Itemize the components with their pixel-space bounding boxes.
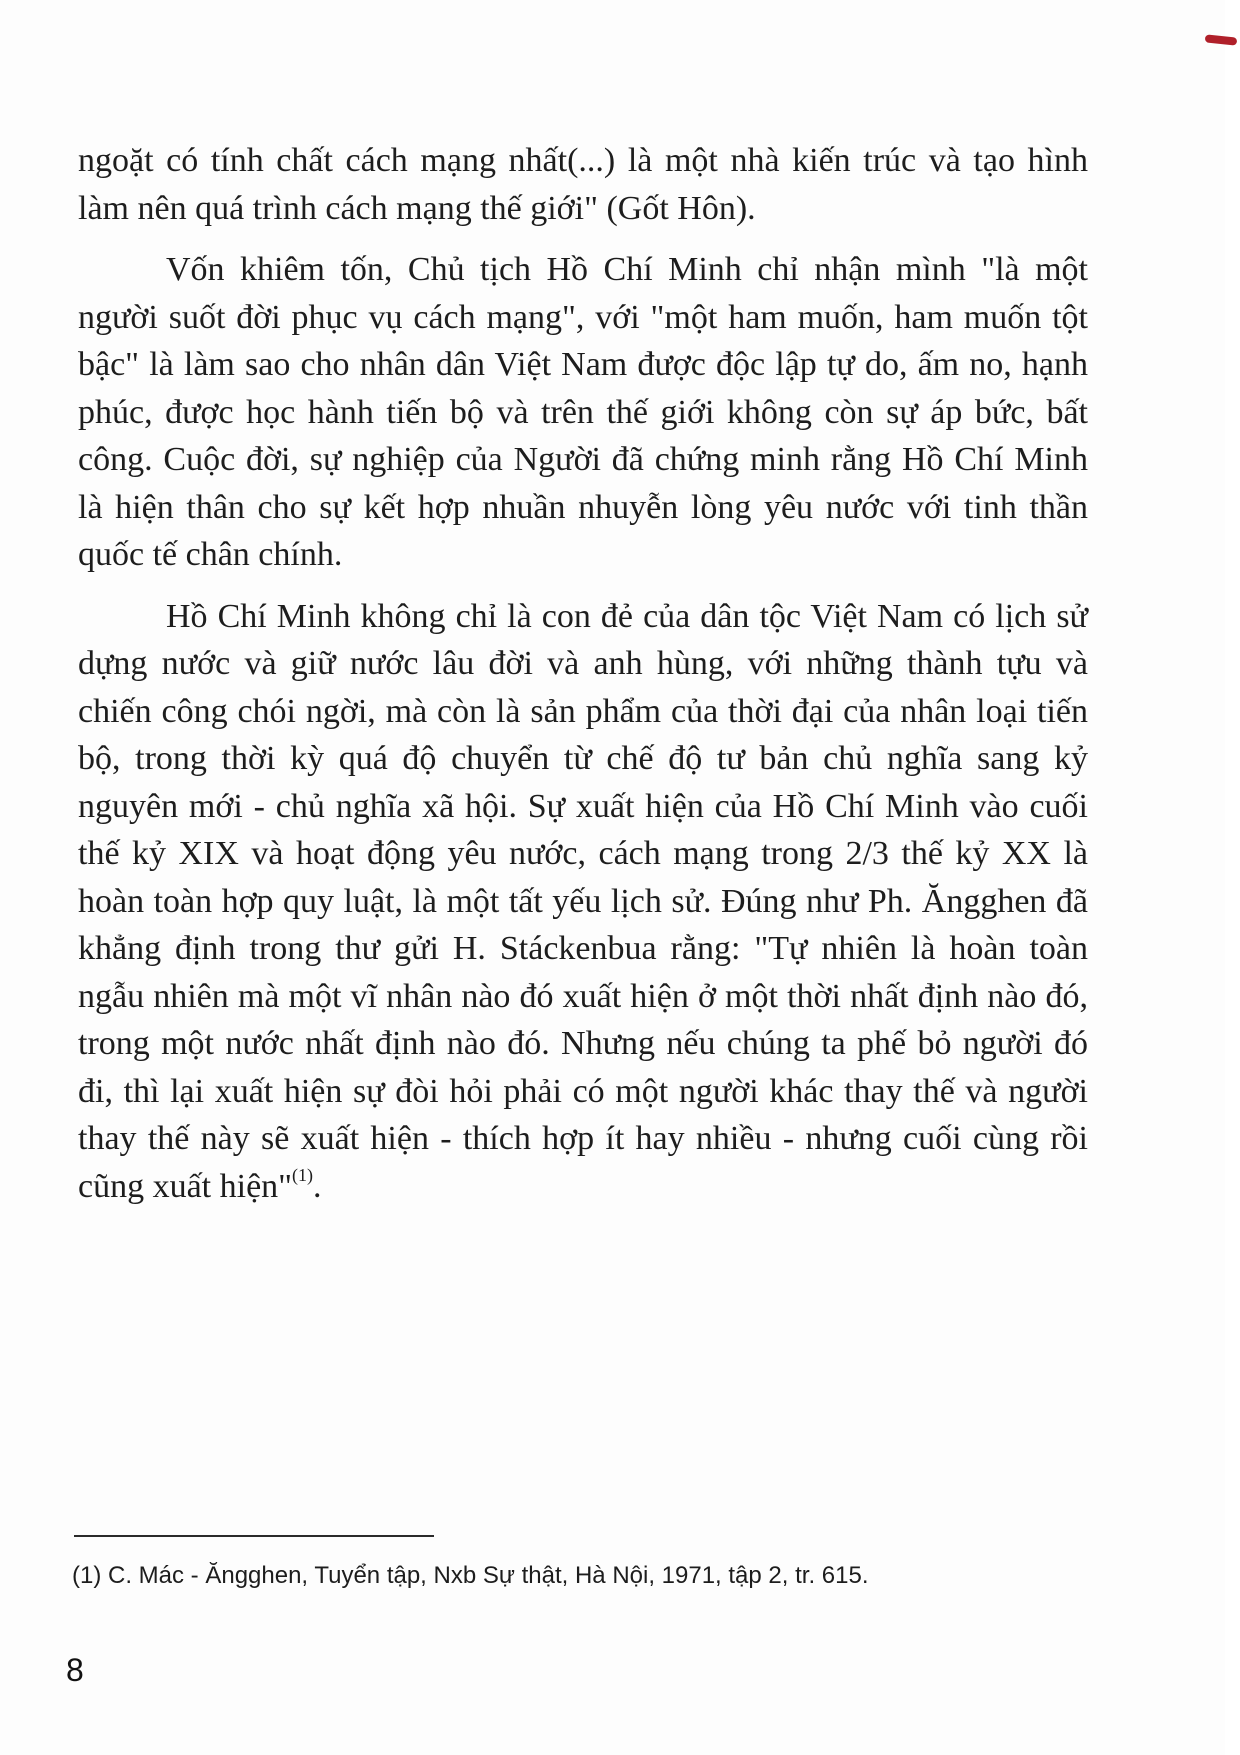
- footnote-reference: (1): [292, 1164, 314, 1185]
- paragraph-end-period: .: [313, 1167, 322, 1205]
- footnote: (1) C. Mác - Ăngghen, Tuyển tập, Nxb Sự thật, Hà Nội, 1971, tập 2, tr. 615.: [72, 1562, 869, 1589]
- paragraph-historical-necessity-text: Hồ Chí Minh không chỉ là con đẻ của dân tộc Việt Nam có lịch sử dựng nước và giữ nước lâu đời và anh hùng, với những thành tựu và chiến công chói ngời, mà còn là sản phẩm của thời đại của nhân loại tiến bộ, trong thời kỳ quá độ chuyển từ chế độ tư bản chủ nghĩa sang kỷ nguyên mới - chủ nghĩa xã hội. Sự xuất hiện của Hồ Chí Minh vào cuối thế kỷ XIX và hoạt động yêu nước, cách mạng trong 2/3 thế kỷ XX là hoàn toàn hợp quy luật, là một tất yếu lịch sử. Đúng như Ph. Ăngghen đã khẳng định trong thư gửi H. Stáckenbua rằng: "Tự nhiên là hoàn toàn ngẫu nhiên mà một vĩ nhân nào đó xuất hiện ở một thời nhất định nào đó, trong một nước nhất định nào đó. Nhưng nếu chúng ta phế bỏ người đó đi, thì lại xuất hiện sự đòi hỏi phải có một người khác thay thế và người thay thế này sẽ xuất hiện - thích hợp ít hay nhiều - nhưng cuối cùng rồi cũng xuất hiện": [78, 597, 1088, 1205]
- body-text: [78, 137, 1088, 1224]
- paragraph-modesty: Vốn khiêm tốn, Chủ tịch Hồ Chí Minh chỉ nhận mình "là một người suốt đời phục vụ cách mạng", với "một ham muốn, ham muốn tột bậc" là làm sao cho nhân dân Việt Nam được độc lập tự do, ấm no, hạnh phúc, được học hành tiến bộ và trên thế giới không còn sự áp bức, bất công. Cuộc đời, sự nghiệp của Người đã chứng minh rằng Hồ Chí Minh là hiện thân cho sự kết hợp nhuần nhuyễn lòng yêu nước với tinh thần quốc tế chân chính.: [78, 251, 1088, 573]
- paragraph-continuation: ngoặt có tính chất cách mạng nhất(...) là một nhà kiến trúc và tạo hình làm nên quá trình cách mạng thế giới" (Gốt Hôn).: [78, 142, 1088, 227]
- footnote-divider: [74, 1535, 434, 1537]
- page-number: 8: [66, 1652, 84, 1688]
- paragraph-historical-necessity: [78, 593, 1088, 1211]
- page-edge-mark: [1205, 34, 1238, 45]
